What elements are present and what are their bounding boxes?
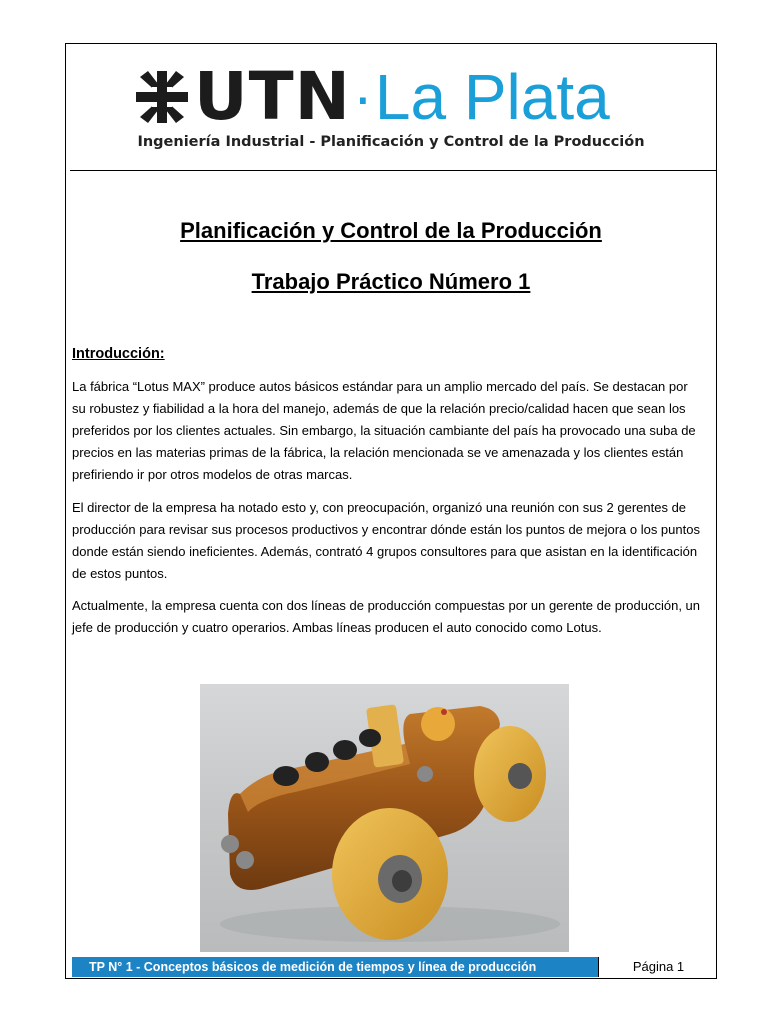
- header-divider: [70, 170, 716, 171]
- toy-car-illustration: [200, 684, 569, 952]
- footer-label: TP N° 1 - Conceptos básicos de medición de tiempos y línea de producción: [72, 957, 598, 977]
- document-header: [66, 44, 716, 170]
- document-page: [65, 43, 717, 979]
- document-title: Planificación y Control de la Producción: [180, 218, 602, 243]
- document-subtitle: Trabajo Práctico Número 1: [251, 269, 531, 294]
- paragraph-1: La fábrica “Lotus MAX” produce autos básicos estándar para un amplio mercado del país. Se destacan por su robustez y fiabilidad a la hora del manejo, además de que la relación precio/calidad hacen que sean los preferidos por los clientes actuales. Sin embargo, la situación cambiante del país ha provocado una suba de precios en las materias primas de la fábrica, la relación mencionada se ve amenazada y los clientes están prefiriendo ir por otros modelos de otras marcas.: [72, 379, 696, 482]
- header-subtitle: Ingeniería Industrial - Planificación y Control de la Producción: [137, 134, 645, 150]
- logo-city-text: La Plata: [374, 61, 610, 133]
- utn-emblem-icon: [136, 71, 188, 123]
- utn-logo: [136, 58, 610, 135]
- wooden-toy-car-photo: [200, 684, 569, 952]
- footer-page-number: Página 1: [598, 957, 718, 977]
- section-heading-introduccion: Introducción:: [72, 346, 165, 362]
- logo-utn-text: UTN: [194, 58, 351, 135]
- paragraph-2: El director de la empresa ha notado esto y, con preocupación, organizó una reunión con sus 2 gerentes de producción para revisar sus procesos productivos y encontrar dónde están los puntos de mejora o los puntos donde están siendo ineficientes. Además, contrató 4 grupos consultores para que asistan en la identificación de estos puntos.: [72, 500, 700, 581]
- logo-separator: ·: [352, 63, 373, 130]
- paragraph-3: Actualmente, la empresa cuenta con dos líneas de producción compuestas por un gerente de producción, un jefe de producción y cuatro operarios. Ambas líneas producen el auto conocido como Lotus.: [72, 598, 701, 635]
